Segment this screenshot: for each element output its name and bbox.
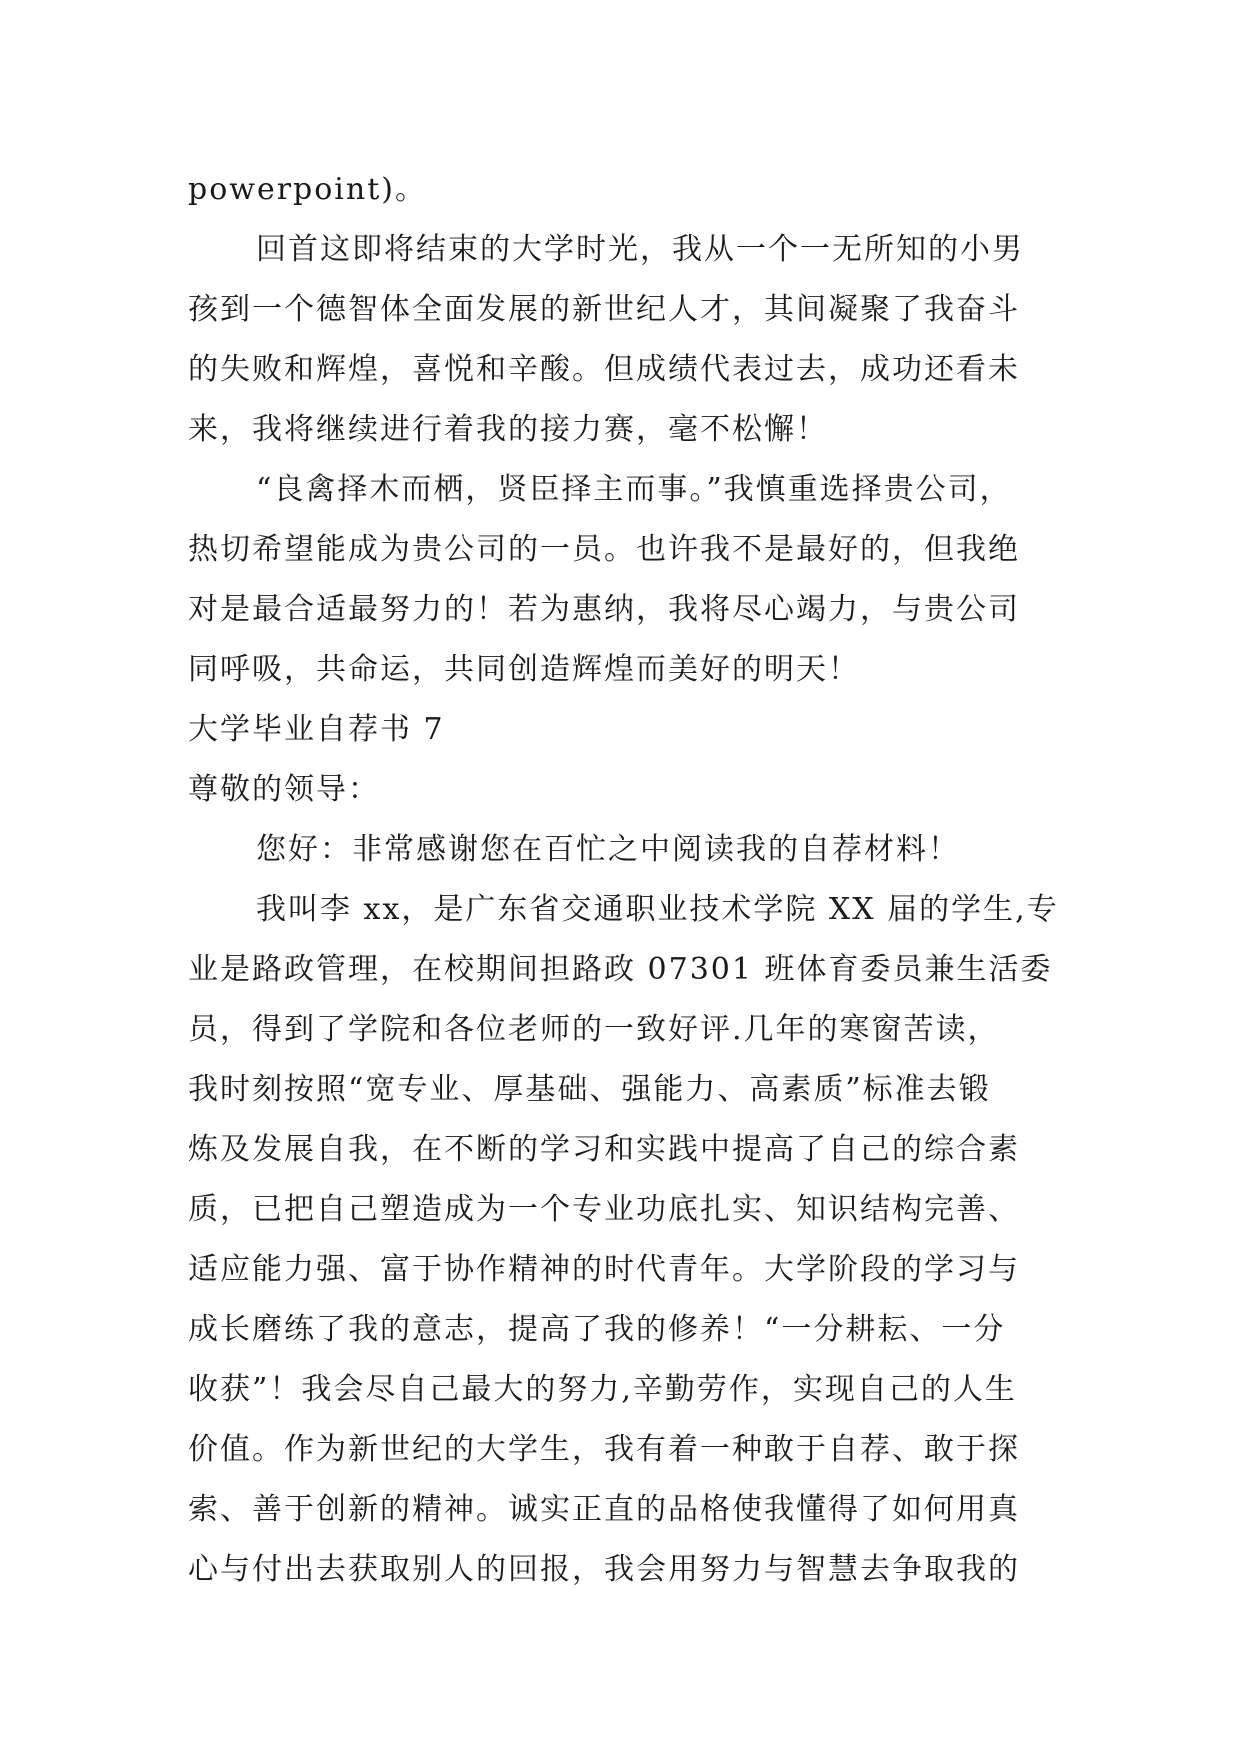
text-line: 索、善于创新的精神。诚实正直的品格使我懂得了如何用真: [188, 1492, 1020, 1527]
paragraph-start: 我叫李 xx，是广东省交通职业技术学院 XX 届的学生,专: [256, 892, 1059, 927]
text-line: 质，已把自己塑造成为一个专业功底扎实、知识结构完善、: [188, 1192, 1020, 1227]
salutation: 尊敬的领导：: [188, 772, 380, 807]
section-heading: 大学毕业自荐书 7: [188, 712, 445, 747]
text-line: 我时刻按照“宽专业、厚基础、强能力、高素质”标准去锻: [188, 1072, 991, 1107]
text-line: 孩到一个德智体全面发展的新世纪人才，其间凝聚了我奋斗: [188, 292, 1020, 327]
text-line: 成长磨练了我的意志，提高了我的修养！“一分耕耘、一分: [188, 1312, 1006, 1347]
text-line: 同呼吸，共命运，共同创造辉煌而美好的明天！: [188, 652, 860, 687]
text-line: powerpoint)。: [188, 172, 427, 207]
text-line: 炼及发展自我，在不断的学习和实践中提高了自己的综合素: [188, 1132, 1020, 1167]
text-line: 员，得到了学院和各位老师的一致好评.几年的寒窗苦读，: [188, 1012, 1000, 1047]
text-line: 收获”！我会尽自己最大的努力,辛勤劳作，实现自己的人生: [188, 1372, 1017, 1407]
text-line: 热切希望能成为贵公司的一员。也许我不是最好的，但我绝: [188, 532, 1020, 567]
text-line: 业是路政管理，在校期间担路政 07301 班体育委员兼生活委: [188, 952, 1053, 987]
paragraph-start: “良禽择木而栖，贤臣择主而事。”我慎重选择贵公司，: [256, 472, 1012, 507]
text-line: 对是最合适最努力的！若为惠纳，我将尽心竭力，与贵公司: [188, 592, 1020, 627]
text-line: 价值。作为新世纪的大学生，我有着一种敢于自荐、敢于探: [188, 1432, 1020, 1467]
greeting: 您好：非常感谢您在百忙之中阅读我的自荐材料！: [256, 832, 960, 867]
paragraph-start: 回首这即将结束的大学时光，我从一个一无所知的小男: [256, 232, 1024, 267]
text-line: 适应能力强、富于协作精神的时代青年。大学阶段的学习与: [188, 1252, 1020, 1287]
document-body: [188, 160, 1068, 1600]
text-line: 来，我将继续进行着我的接力赛，毫不松懈！: [188, 412, 828, 447]
text-line: 的失败和辉煌，喜悦和辛酸。但成绩代表过去，成功还看未: [188, 352, 1020, 387]
text-line: 心与付出去获取别人的回报，我会用努力与智慧去争取我的: [188, 1552, 1020, 1587]
